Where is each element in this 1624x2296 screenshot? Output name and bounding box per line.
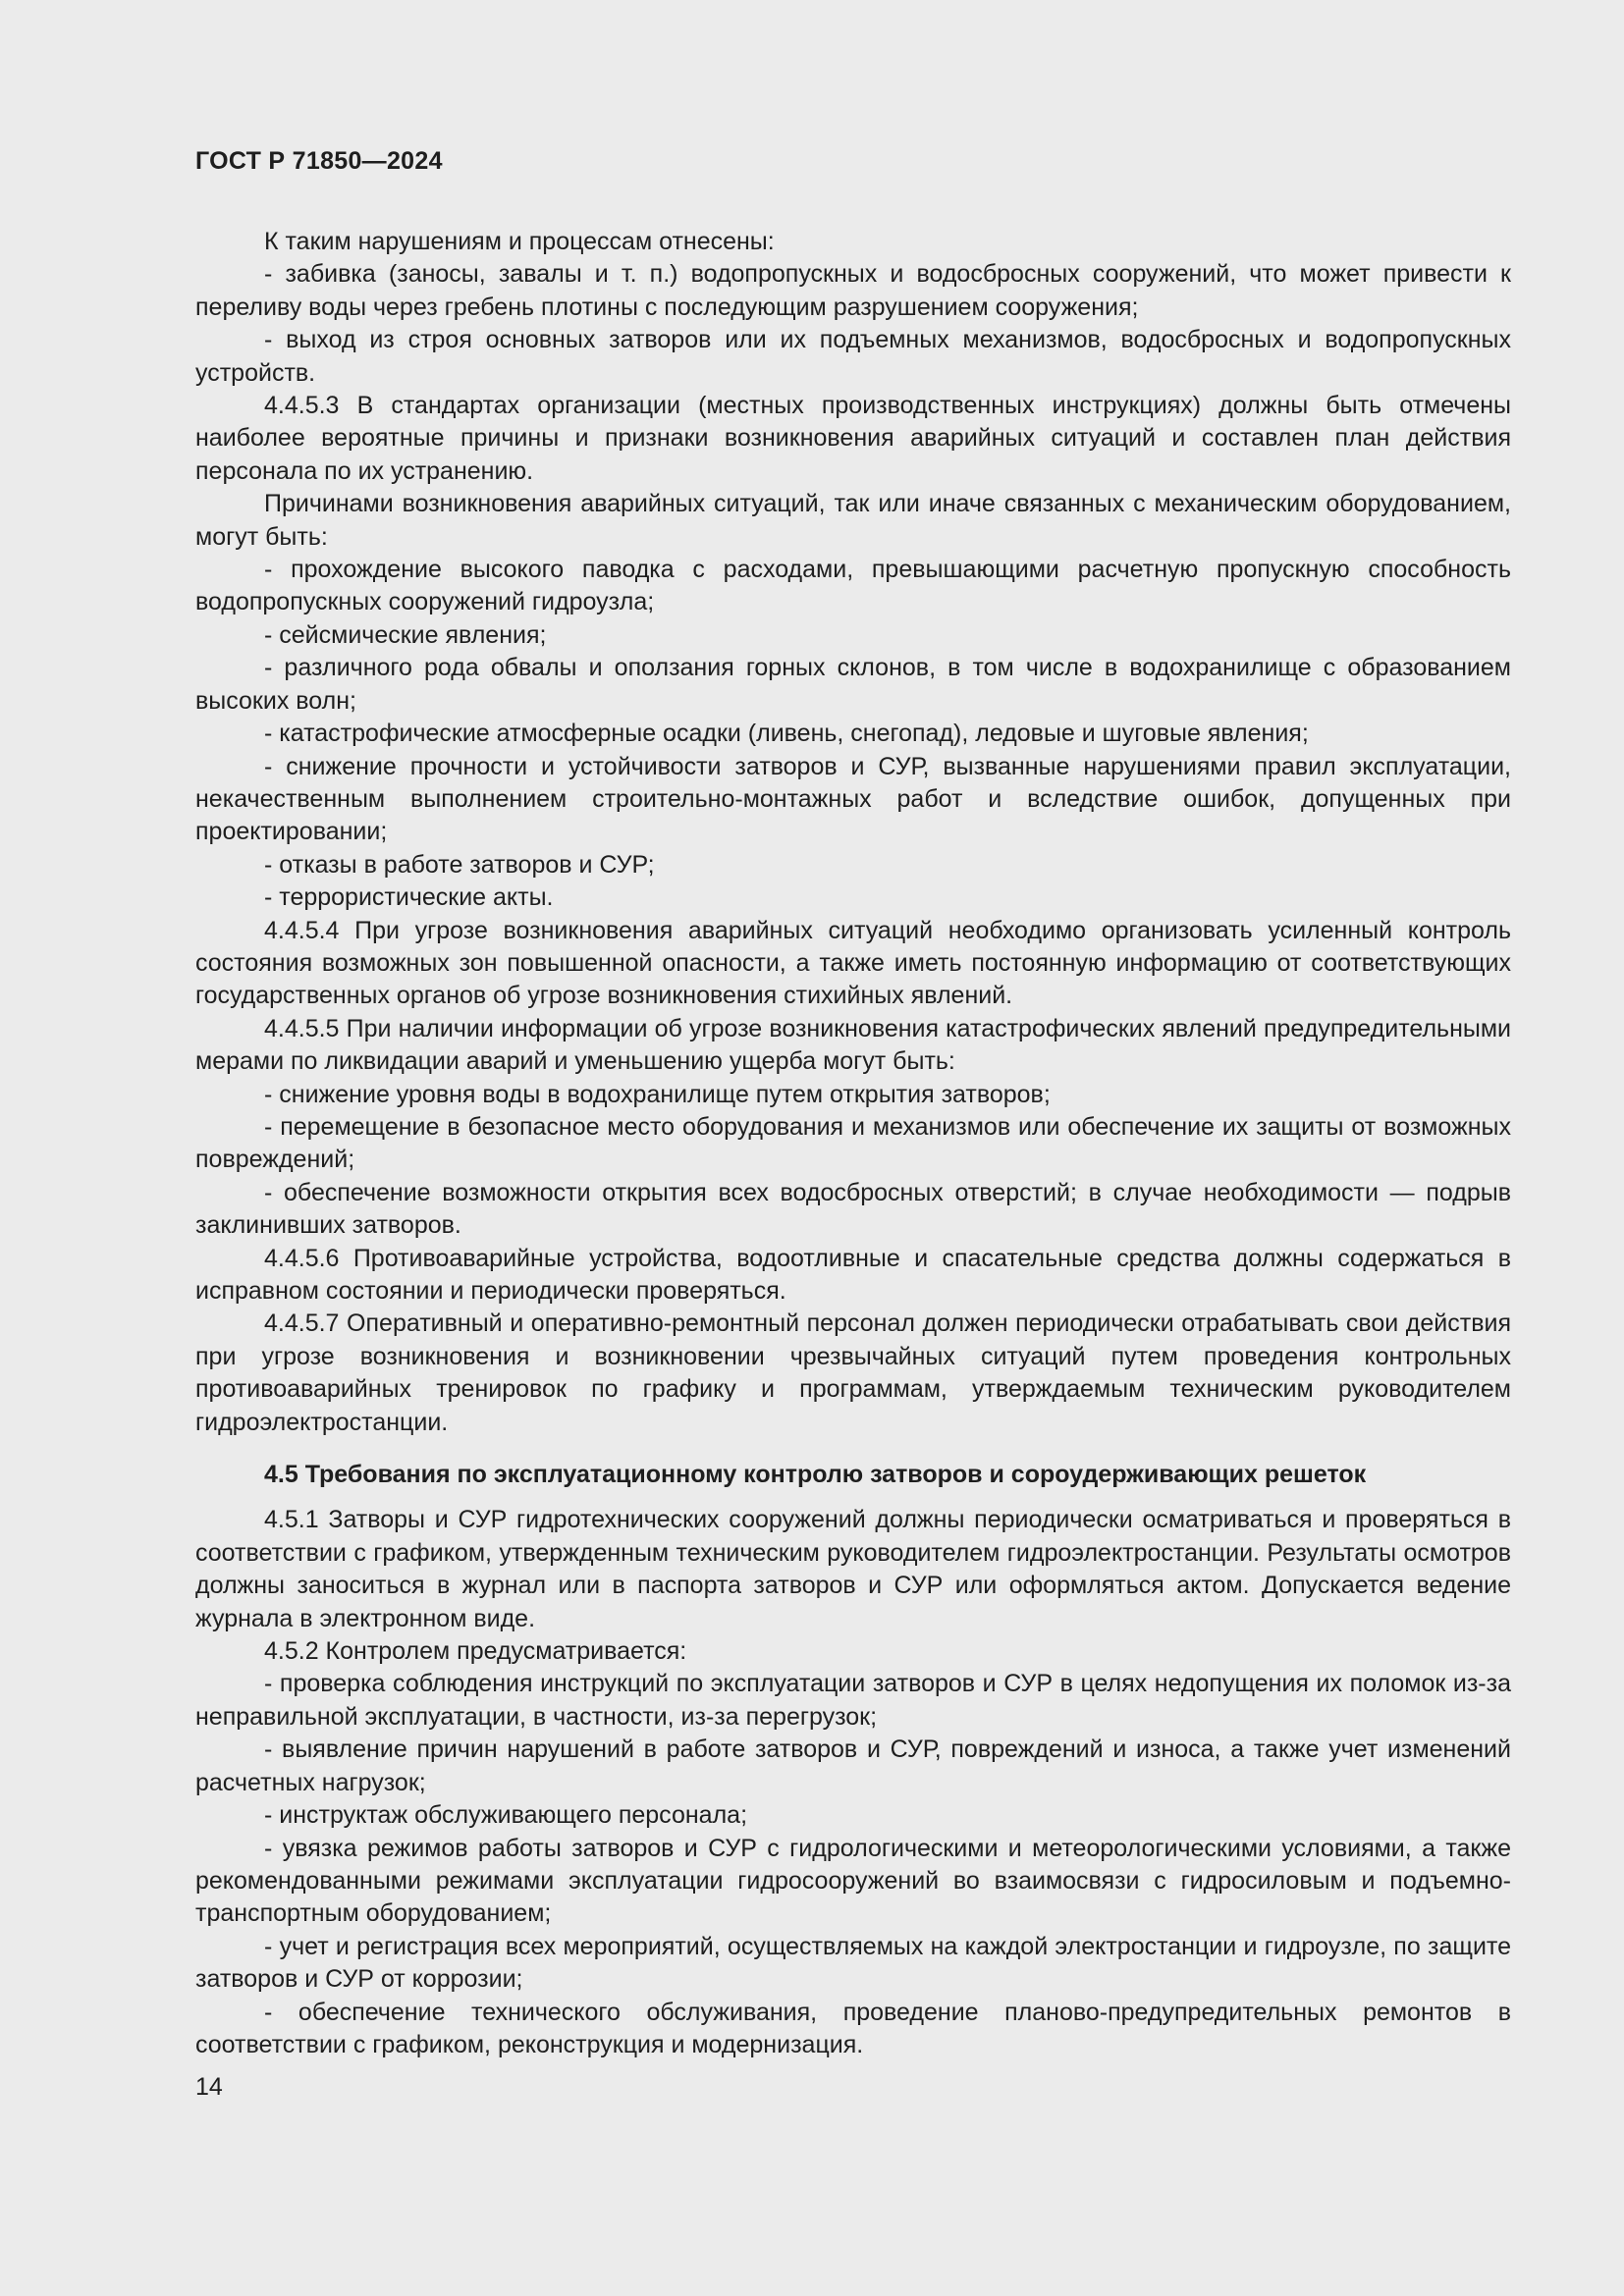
document-standard-header: ГОСТ Р 71850—2024 <box>195 147 443 175</box>
list-item: - выход из строя основных затворов или их подъемных механизмов, водосбросных и водопропускных устройств. <box>195 326 1511 387</box>
list-item: - перемещение в безопасное место оборудования и механизмов или обеспечение их защиты от возможных повреждений; <box>195 1112 1511 1174</box>
list-item: - забивка (заносы, завалы и т. п.) водопропускных и водосбросных сооружений, что может привести к переливу воды через гребень плотины с последующим разрушением сооружения; <box>195 260 1511 321</box>
list-item: - обеспечение возможности открытия всех водосбросных отверстий; в случае необходимости — подрыв заклинивших затворов. <box>195 1178 1511 1240</box>
list-item: - различного рода обвалы и оползания горных склонов, в том числе в водохранилище с образованием высоких волн; <box>195 654 1511 715</box>
list-item: - учет и регистрация всех мероприятий, осуществляемых на каждой электростанции и гидроузле, по защите затворов и СУР от коррозии; <box>195 1932 1511 1994</box>
clause-4-4-5-4: 4.4.5.4 При угрозе возникновения аварийных ситуаций необходимо организовать усиленный контроль состояния возможных зон повышенной опасности, а также иметь постоянную информацию от соответствующих государственных органов об угрозе возникновения стихийных явлений. <box>195 916 1511 1010</box>
list-item: - снижение уровня воды в водохранилище путем открытия затворов; <box>264 1080 1051 1108</box>
list-item: - инструктаж обслуживающего персонала; <box>264 1801 748 1830</box>
list-item: - увязка режимов работы затворов и СУР с гидрологическими и метеорологическими условиями, а также рекомендованными режимами эксплуатации гидросооружений во взаимосвязи с гидросиловым и подъемно-транспортным оборудованием; <box>195 1834 1511 1928</box>
list-item: - сейсмические явления; <box>264 620 547 649</box>
document-body <box>195 226 1511 2061</box>
clause-4-4-5-5: 4.4.5.5 При наличии информации об угрозе возникновения катастрофических явлений предупредительными мерами по ликвидации аварий и уменьшению ущерба могут быть: <box>195 1014 1511 1076</box>
list-item: - обеспечение технического обслуживания, проведение планово-предупредительных ремонтов в соответствии с графиком, реконструкция и модернизация. <box>195 1998 1511 2058</box>
paragraph: Причинами возникновения аварийных ситуаций, так или иначе связанных с механическим оборудованием, могут быть: <box>195 490 1511 551</box>
list-item: - снижение прочности и устойчивости затворов и СУР, вызванные нарушениями правил эксплуатации, некачественным выполнением строительно-монтажных работ и вследствие ошибок, допущенных при проектировании; <box>195 752 1511 846</box>
clause-4-5-1: 4.5.1 Затворы и СУР гидротехнических сооружений должны периодически осматриваться и проверяться в соответствии с графиком, утвержденным техническим руководителем гидроэлектростанции. Результаты осмотров должны заноситься в журнал или в паспорта затворов и СУР или оформляться актом. Допускается ведение журнала в электронном виде. <box>195 1506 1511 1632</box>
clause-4-4-5-6: 4.4.5.6 Противоаварийные устройства, водоотливные и спасательные средства должны содержаться в исправном состоянии и периодически проверяться. <box>195 1244 1511 1305</box>
clause-4-4-5-7: 4.4.5.7 Оперативный и оперативно-ремонтный персонал должен периодически отрабатывать свои действия при угрозе возникновения и возникновении чрезвычайных ситуаций путем проведения контрольных противоаварийных тренировок по графику и программам, утверждаемым техническим руководителем гидроэлектростанции. <box>195 1309 1511 1436</box>
clause-4-5-2: 4.5.2 Контролем предусматривается: <box>264 1637 687 1666</box>
list-item: - прохождение высокого паводка с расходами, превышающими расчетную пропускную способность водопропускных сооружений гидроузла; <box>195 556 1511 616</box>
list-item: - выявление причин нарушений в работе затворов и СУР, повреждений и износа, а также учет изменений расчетных нагрузок; <box>195 1735 1511 1796</box>
clause-4-4-5-3: 4.4.5.3 В стандартах организации (местных производственных инструкциях) должны быть отмечены наиболее вероятные причины и признаки возникновения аварийных ситуаций и составлен план действия персонала по их устранению. <box>195 392 1511 485</box>
list-item: - проверка соблюдения инструкций по эксплуатации затворов и СУР в целях недопущения их поломок из-за неправильной эксплуатации, в частности, из-за перегрузок; <box>195 1670 1511 1731</box>
section-heading-4-5: 4.5 Требования по эксплуатационному контролю затворов и сороудерживающих решеток <box>264 1461 1367 1489</box>
list-item: - катастрофические атмосферные осадки (ливень, снегопад), ледовые и шуговые явления; <box>264 720 1309 748</box>
paragraph: К таким нарушениям и процессам отнесены: <box>264 228 775 255</box>
list-item: - террористические акты. <box>264 883 554 912</box>
list-item: - отказы в работе затворов и СУР; <box>264 850 655 879</box>
page-number: 14 <box>195 2073 223 2101</box>
